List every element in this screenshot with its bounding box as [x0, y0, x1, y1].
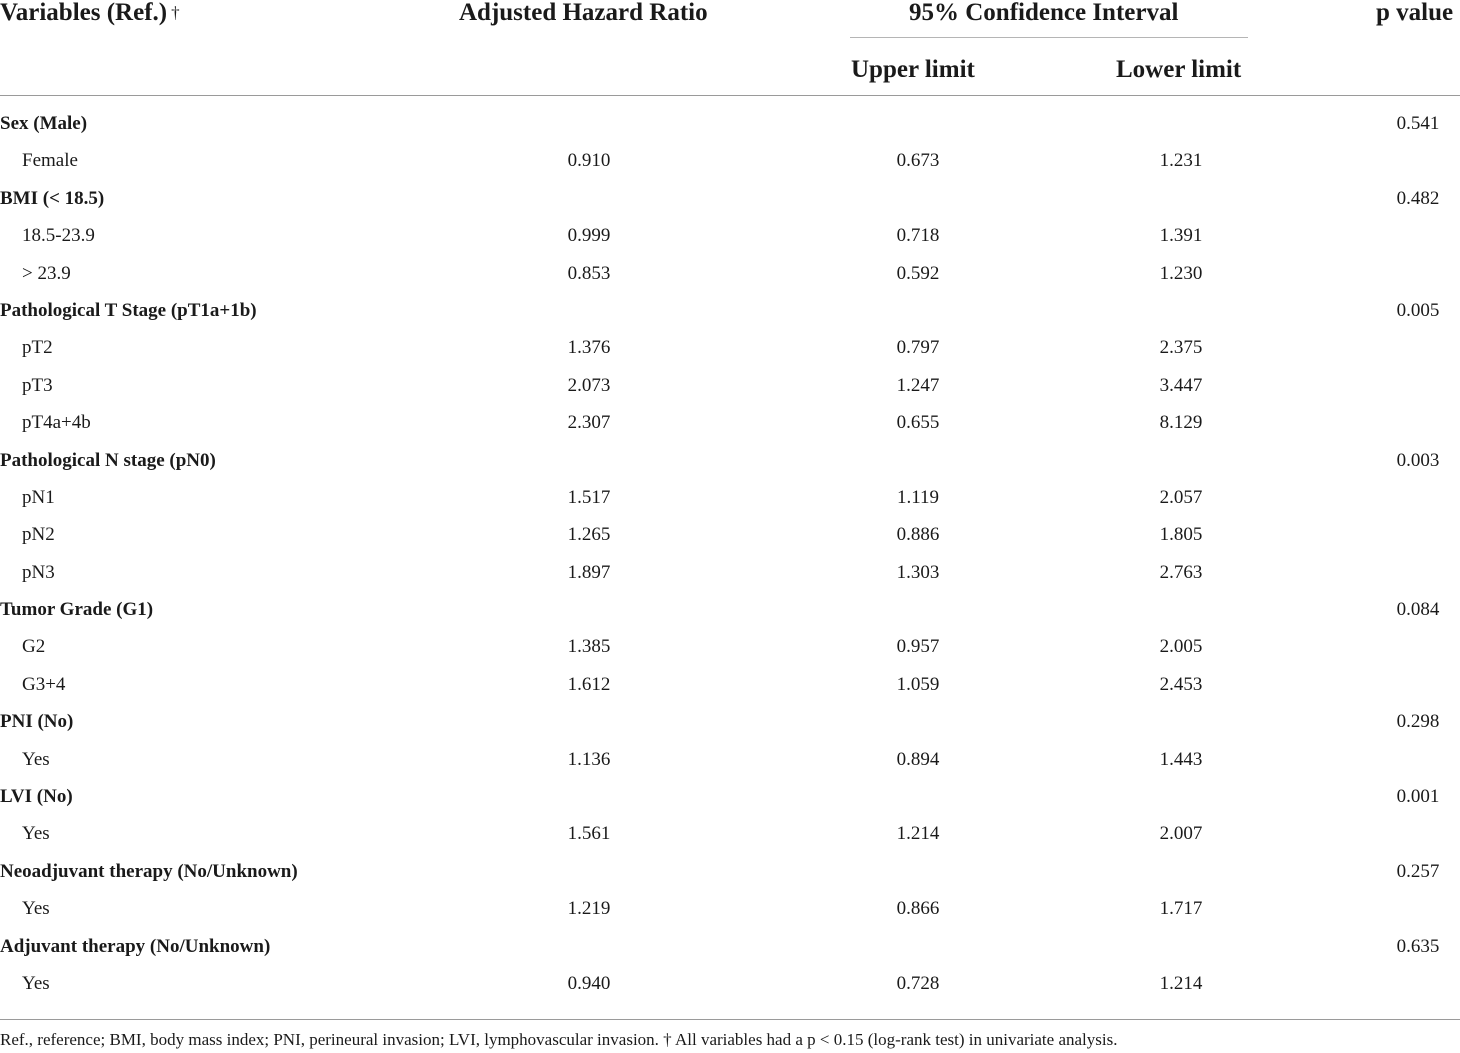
table-row-group	[0, 443, 1460, 480]
lower-limit-cell: 2.057	[1159, 486, 1203, 508]
hazard-ratio-cell: 0.999	[567, 225, 611, 247]
table-row	[0, 218, 1460, 255]
variable-cell: G3+4	[22, 673, 66, 695]
upper-limit-cell: 0.655	[896, 412, 940, 434]
table-row	[0, 629, 1460, 666]
table-row	[0, 667, 1460, 704]
hazard-ratio-cell: 2.307	[567, 412, 611, 434]
table-row	[0, 555, 1460, 592]
upper-limit-cell: 1.247	[896, 374, 940, 396]
p-value-cell: 0.257	[1396, 860, 1440, 882]
upper-limit-cell: 0.957	[896, 636, 940, 658]
table-row-group	[0, 106, 1460, 143]
p-value-cell: 0.298	[1396, 711, 1440, 733]
p-value-cell: 0.003	[1396, 449, 1440, 471]
variable-cell: Yes	[22, 823, 50, 845]
header-confidence-interval: 95% Confidence Interval	[909, 0, 1179, 26]
header-lower-limit: Lower limit	[1116, 56, 1242, 83]
variable-cell: Yes	[22, 972, 50, 994]
variable-cell: G2	[22, 636, 46, 658]
table-row-group	[0, 779, 1460, 816]
lower-limit-cell: 1.391	[1159, 225, 1203, 247]
lower-limit-cell: 2.763	[1159, 561, 1203, 583]
lower-limit-cell: 1.805	[1159, 524, 1203, 546]
table-row	[0, 742, 1460, 779]
upper-limit-cell: 0.797	[896, 337, 940, 359]
variable-cell: Female	[22, 150, 78, 172]
hazard-ratio-cell: 1.136	[567, 748, 611, 770]
table-row	[0, 816, 1460, 853]
upper-limit-cell: 0.886	[896, 524, 940, 546]
upper-limit-cell: 0.673	[896, 150, 940, 172]
header-variables-text: Variables (Ref.)	[0, 0, 168, 26]
variable-cell: pN2	[22, 524, 55, 546]
variable-cell: pT2	[22, 337, 53, 359]
header-hazard-ratio: Adjusted Hazard Ratio	[459, 0, 708, 26]
header-bottom-rule	[0, 95, 1460, 96]
lower-limit-cell: 2.005	[1159, 636, 1203, 658]
upper-limit-cell: 0.718	[896, 225, 940, 247]
upper-limit-cell: 1.059	[896, 673, 940, 695]
table-row	[0, 480, 1460, 517]
table-row-group	[0, 929, 1460, 966]
lower-limit-cell: 1.231	[1159, 150, 1203, 172]
upper-limit-cell: 1.214	[896, 823, 940, 845]
table-row-group	[0, 592, 1460, 629]
p-value-cell: 0.541	[1396, 113, 1440, 134]
table-footnote: Ref., reference; BMI, body mass index; PNI, perineural invasion; LVI, lymphovascular invasion. † All variables had a p < 0.15 (log-rank test) in univariate analysis.	[0, 1030, 1118, 1049]
p-value-cell: 0.005	[1396, 299, 1440, 321]
variable-cell: pN1	[22, 486, 55, 508]
hazard-ratio-cell: 1.265	[567, 524, 611, 546]
p-value-cell: 0.482	[1396, 187, 1440, 209]
variable-cell: Neoadjuvant therapy (No/Unknown)	[0, 860, 298, 882]
variable-cell: Sex (Male)	[0, 113, 88, 134]
lower-limit-cell: 1.717	[1159, 898, 1203, 920]
table-row	[0, 256, 1460, 293]
variable-cell: Pathological N stage (pN0)	[0, 449, 216, 471]
upper-limit-cell: 0.728	[896, 972, 940, 994]
upper-limit-cell: 1.303	[896, 561, 940, 583]
variable-cell: LVI (No)	[0, 786, 73, 808]
hazard-ratio-cell: 1.612	[567, 673, 611, 695]
lower-limit-cell: 3.447	[1159, 374, 1203, 396]
table-row	[0, 330, 1460, 367]
hazard-ratio-cell: 1.561	[567, 823, 611, 845]
variable-cell: BMI (< 18.5)	[0, 187, 105, 209]
upper-limit-cell: 0.894	[896, 748, 940, 770]
upper-limit-cell: 1.119	[896, 486, 940, 508]
table-row-group	[0, 854, 1460, 891]
hazard-ratio-cell: 1.219	[567, 898, 611, 920]
table-row	[0, 517, 1460, 554]
variable-cell: pN3	[22, 561, 55, 583]
variable-cell: Tumor Grade (G1)	[0, 599, 154, 621]
variable-cell: 18.5-23.9	[22, 225, 95, 247]
hazard-ratio-cell: 0.910	[567, 150, 611, 172]
variable-cell: pT3	[22, 374, 53, 396]
table-row	[0, 143, 1460, 180]
hazard-ratio-cell: 1.376	[567, 337, 611, 359]
lower-limit-cell: 1.214	[1159, 972, 1203, 994]
lower-limit-cell: 2.453	[1159, 673, 1203, 695]
variable-cell: Pathological T Stage (pT1a+1b)	[0, 299, 257, 321]
header-variables	[0, 0, 180, 25]
variable-cell: Adjuvant therapy (No/Unknown)	[0, 935, 271, 957]
upper-limit-cell: 0.592	[896, 262, 940, 284]
variable-cell: Yes	[22, 748, 50, 770]
variable-cell: Yes	[22, 898, 50, 920]
lower-limit-cell: 1.443	[1159, 748, 1203, 770]
variable-cell: pT4a+4b	[22, 412, 91, 434]
p-value-cell: 0.084	[1396, 599, 1440, 621]
table-bottom-rule	[0, 1019, 1460, 1020]
ci-header-rule	[850, 37, 1248, 38]
header-p-value: p value	[1376, 0, 1454, 26]
variable-cell: > 23.9	[22, 262, 71, 284]
lower-limit-cell: 2.007	[1159, 823, 1203, 845]
header-dagger: †	[171, 3, 180, 22]
hazard-ratio-cell: 0.940	[567, 972, 611, 994]
table-body	[0, 106, 1460, 1003]
table-row	[0, 405, 1460, 442]
table-row-group	[0, 704, 1460, 741]
hazard-ratio-cell: 1.897	[567, 561, 611, 583]
hazard-ratio-cell: 1.517	[567, 486, 611, 508]
table-row-group	[0, 181, 1460, 218]
table-row-group	[0, 293, 1460, 330]
variable-cell: PNI (No)	[0, 711, 74, 733]
p-value-cell: 0.001	[1396, 786, 1440, 808]
table-row	[0, 966, 1460, 1003]
upper-limit-cell: 0.866	[896, 898, 940, 920]
hazard-ratio-cell: 1.385	[567, 636, 611, 658]
hazard-ratio-cell: 0.853	[567, 262, 611, 284]
lower-limit-cell: 8.129	[1159, 412, 1203, 434]
lower-limit-cell: 2.375	[1159, 337, 1203, 359]
p-value-cell: 0.635	[1396, 935, 1440, 957]
header-upper-limit: Upper limit	[851, 56, 975, 83]
lower-limit-cell: 1.230	[1159, 262, 1203, 284]
table-row	[0, 368, 1460, 405]
table-row	[0, 891, 1460, 928]
hazard-ratio-cell: 2.073	[567, 374, 611, 396]
